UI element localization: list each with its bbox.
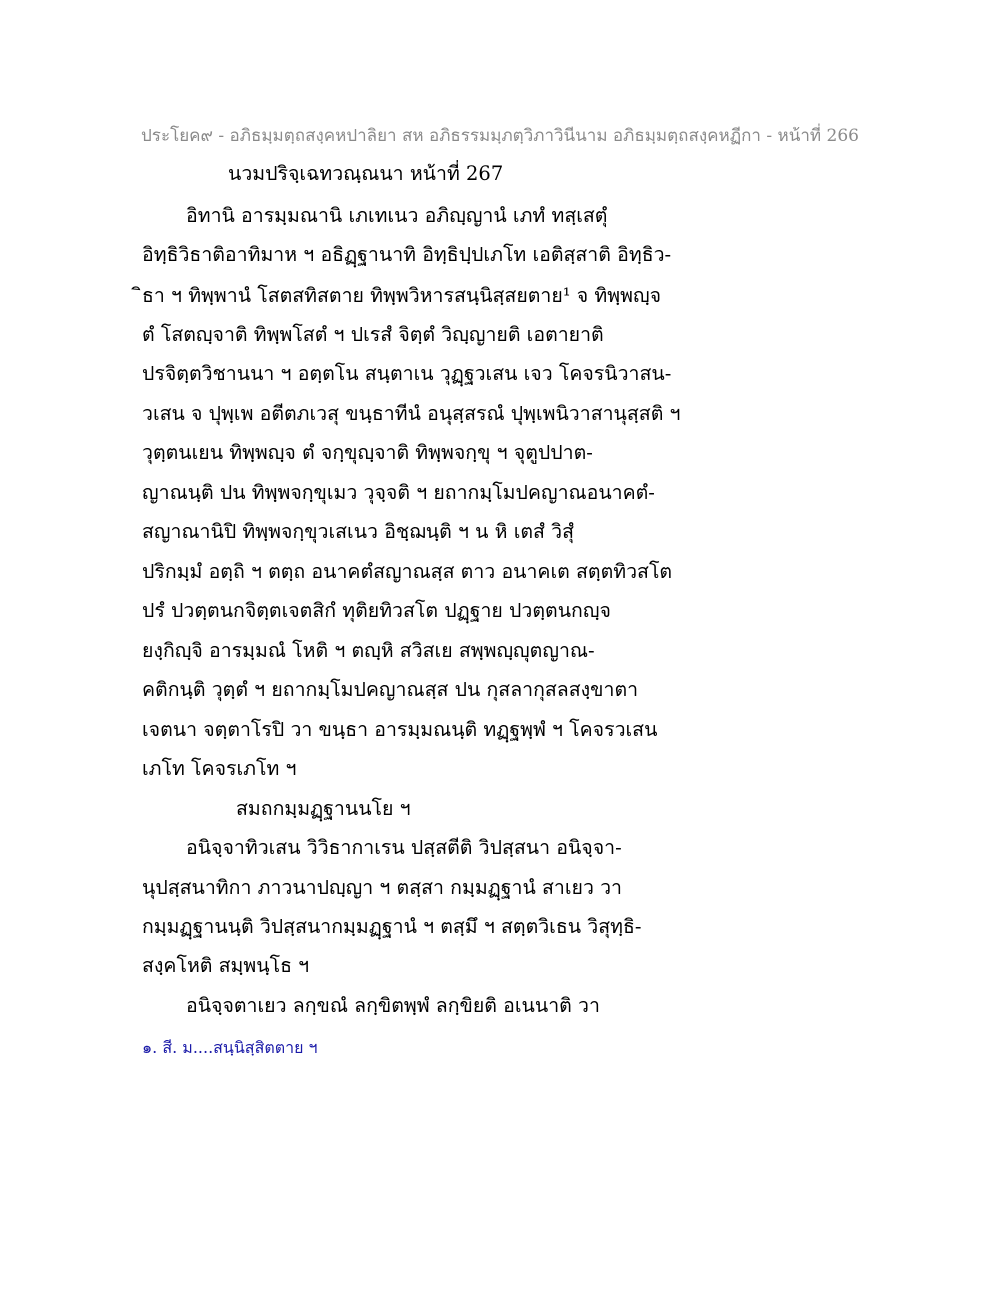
text-line: ปริกมฺมํ อตฺถิ ฯ ตตฺถ อนาคตํสญาณสฺส ตาว อนาคเต สตฺตทิวสโต: [142, 560, 673, 583]
text-line: อนิจฺจตาเยว ลกฺขณํ ลกฺขิตพฺพํ ลกฺขิยติ อเนนาติ วา: [186, 994, 600, 1017]
text-line: นุปสฺสนาทิกา ภาวนาปญฺญา ฯ ตสฺสา กมฺมฏฺฐานํ สาเยว วา: [142, 876, 622, 899]
text-line: อิทานิ อารมฺมณานิ เภเทเนว อภิญฺญานํ เภทํ ทสฺเสตุํ: [186, 204, 608, 227]
text-line: ญาณนฺติ ปน ทิพฺพจกฺขุเมว วุจฺจติ ฯ ยถากมฺโมปคญาณอนาคตํ-: [142, 481, 655, 504]
text-line: กมฺมฏฺฐานนฺติ วิปสฺสนากมฺมฏฺฐานํ ฯ ตสฺมึ ฯ สตฺตวิเธน วิสุทฺธิ-: [142, 915, 642, 938]
text-line: ยงฺกิญฺจิ อารมฺมณํ โหติ ฯ ตญฺหิ สวิสเย สพฺพญฺญุตญาณ-: [142, 639, 595, 662]
text-line: ตํ โสตญฺจาติ ทิพฺพโสตํ ฯ ปเรสํ จิตฺตํ วิญฺญายติ เอตายาติ: [142, 323, 604, 346]
running-header: ประโยค๙ - อภิธมฺมตฺถสงฺคหปาลิยา สห อภิธรรมมฺภตฺวิภาวินีนาม อภิธมฺมตฺถสงฺคหฏีกา - หน้าที่ 266: [141, 126, 859, 146]
text-line: วเสน จ ปุพฺเพ อตีตภเวสุ ขนฺธาทีนํ อนุสฺสรณํ ปุพฺเพนิวาสานุสฺสติ ฯ: [142, 402, 681, 425]
text-line: ิธา ฯ ทิพฺพานํ โสตสทิสตาย ทิพฺพวิหารสนฺนิสฺสยตาย¹ จ ทิพฺพญฺจ: [142, 284, 662, 307]
text-line: ปรจิตฺตวิชานนา ฯ อตฺตโน สนฺตาเน วุฏฺฐวเสน เจว โคจรนิวาสน-: [142, 362, 672, 385]
text-line: คติกนฺติ วุตฺตํ ฯ ยถากมฺโมปคญาณสฺส ปน กุสลากุสลสงฺขาตา: [142, 678, 639, 701]
section-heading: สมถกมฺมฏฺฐานนโย ฯ: [236, 797, 411, 820]
text-line: อิทฺธิวิธาติอาทิมาห ฯ อธิฏฺฐานาทิ อิทฺธิปฺปเภโท เอติสฺสาติ อิทฺธิว-: [142, 243, 672, 266]
text-line: ปรํ ปวตฺตนกจิตฺตเจตสิกํ ทุติยทิวสโต ปฏฺฐาย ปวตฺตนกญฺจ: [142, 599, 611, 622]
text-line: สญาณานิปิ ทิพฺพจกฺขุวเสเนว อิชฺฌนฺติ ฯ น หิ เตสํ วิสุํ: [142, 520, 575, 543]
text-line: อนิจฺจาทิวเสน วิวิธากาเรน ปสฺสตีติ วิปสฺสนา อนิจฺจา-: [186, 836, 622, 859]
text-line: วุตฺตนเยน ทิพฺพญฺจ ตํ จกฺขุญฺจาติ ทิพฺพจกฺขุ ฯ จุตูปปาต-: [142, 441, 593, 464]
footnote: ๑. สี. ม....สนฺนิสฺสิตตาย ฯ: [142, 1038, 318, 1057]
text-line: เจตนา จตฺตาโรปิ วา ขนฺธา อารมฺมณนฺติ ทฏฺฐพฺพํ ฯ โคจรวเสน: [142, 718, 658, 741]
text-line: สงฺคโหติ สมฺพนฺโธ ฯ: [142, 954, 310, 977]
text-line: เภโท โคจรเภโท ฯ: [142, 757, 297, 780]
chapter-page-line: นวมปริจฺเฉทวณฺณนา หน้าที่ 267: [228, 162, 504, 185]
